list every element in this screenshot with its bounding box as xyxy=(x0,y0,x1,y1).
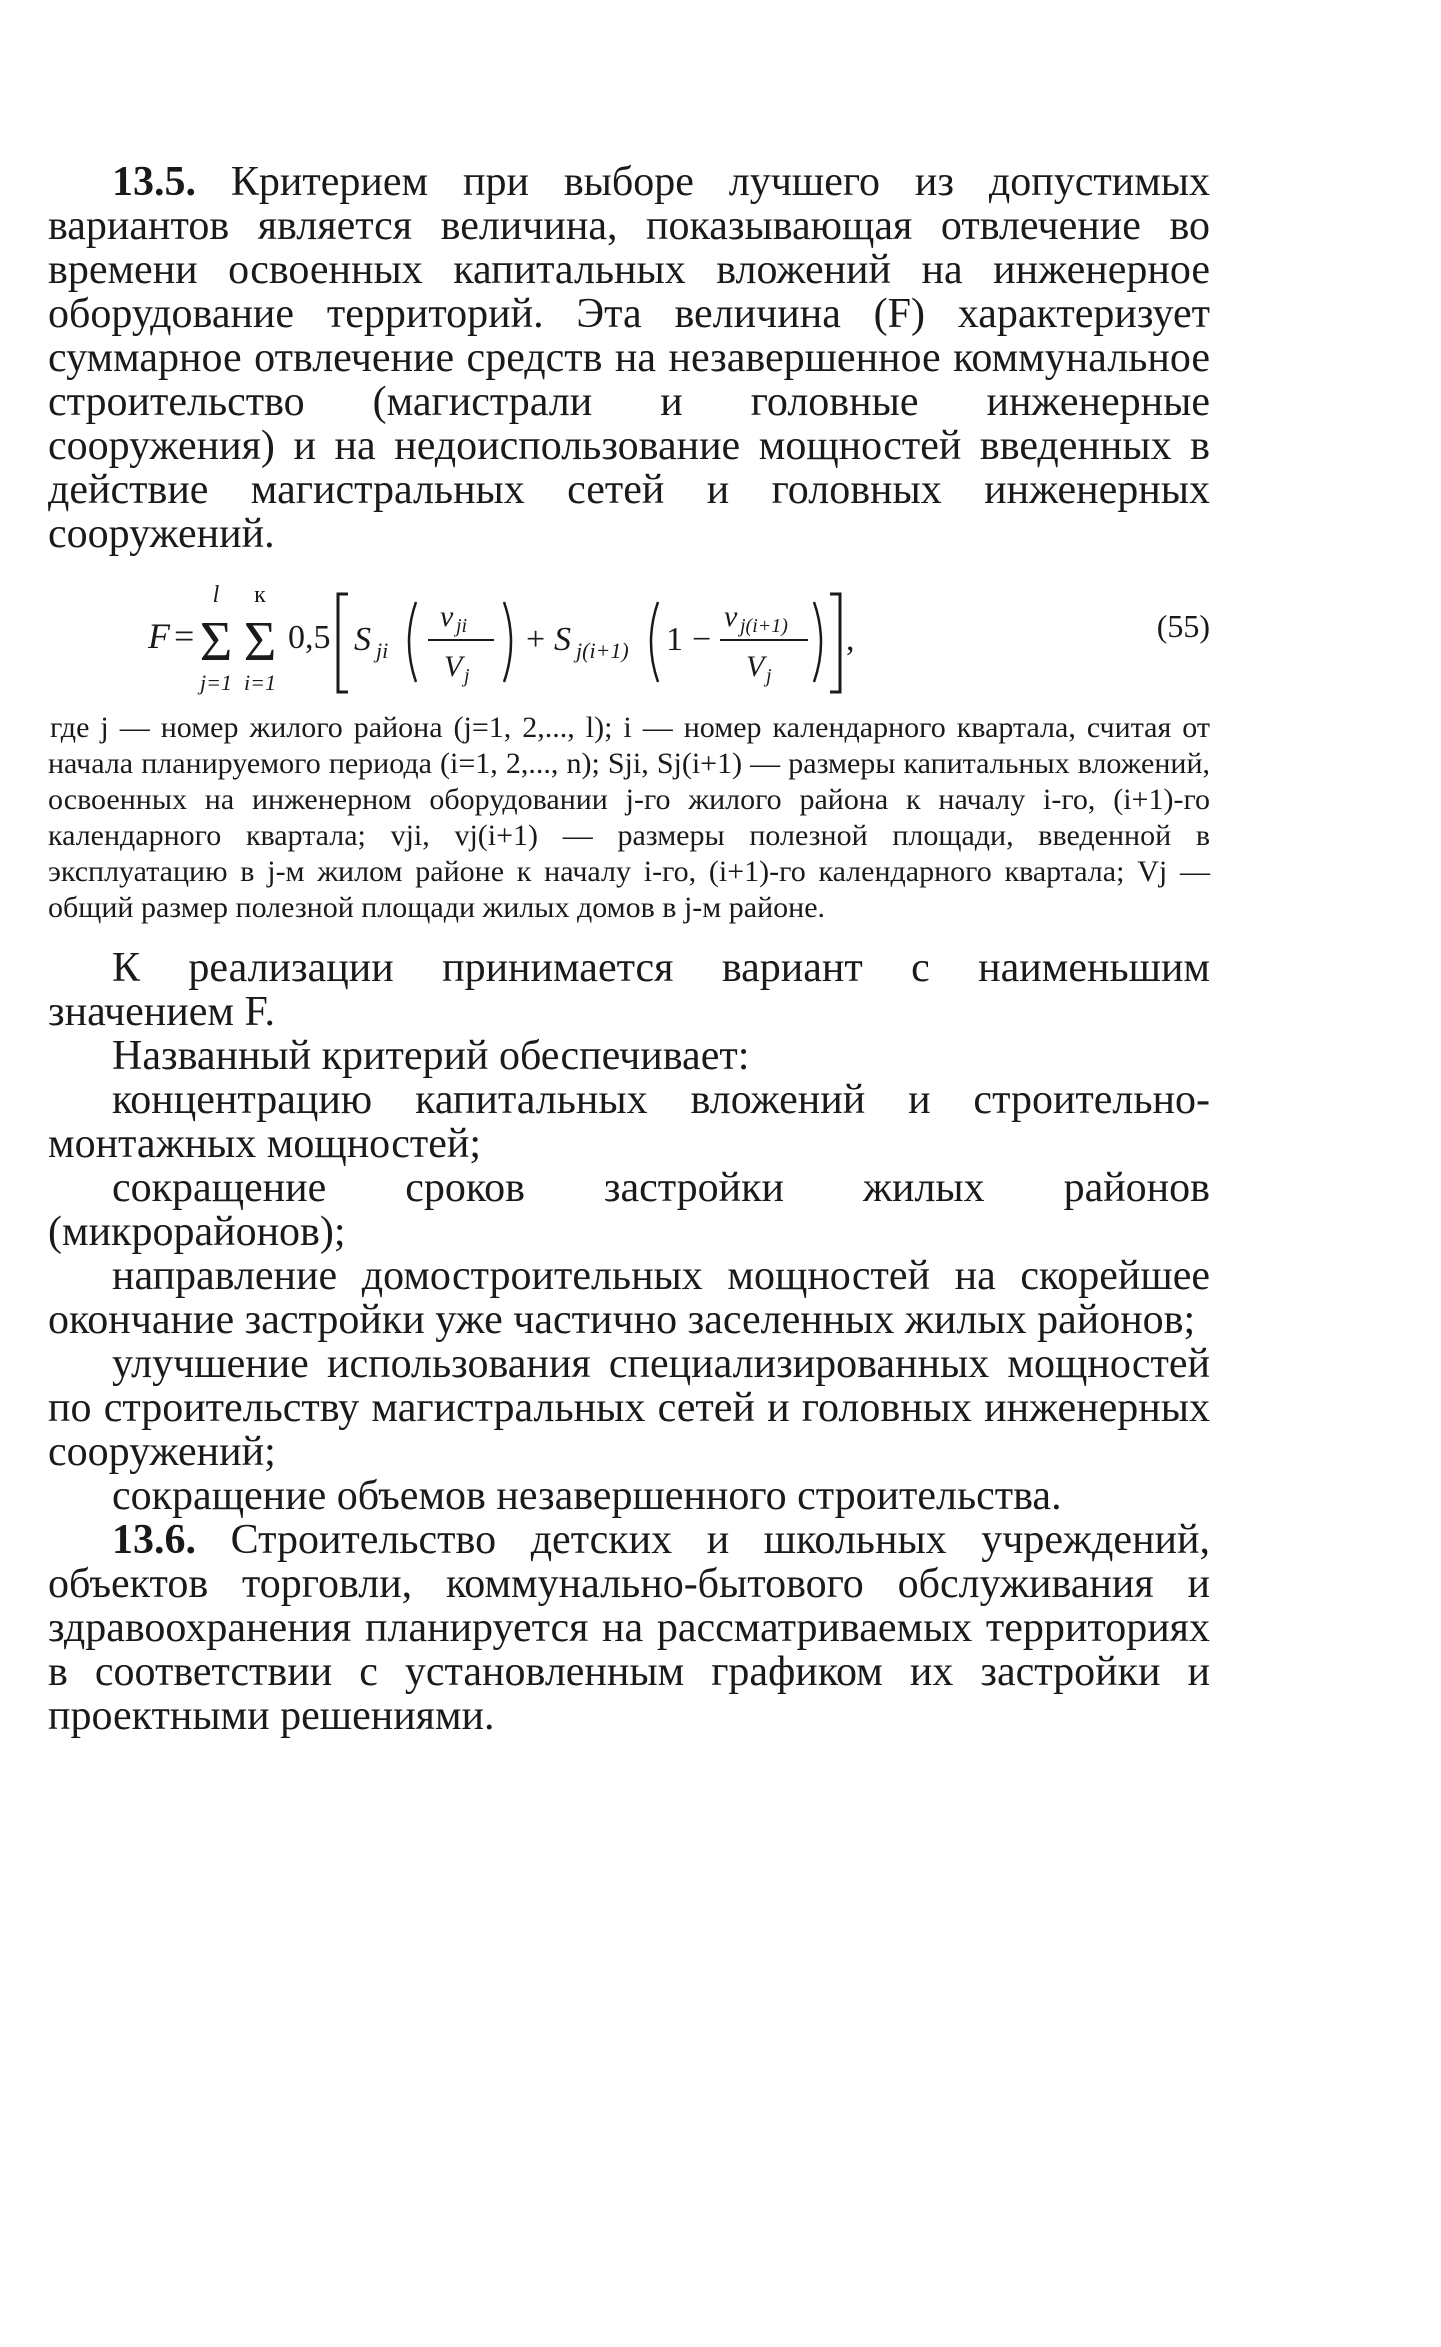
paren1-right xyxy=(504,602,511,682)
equation-number: (55) xyxy=(1156,608,1210,644)
sum2-upper-limit: к xyxy=(254,582,266,608)
frac1-numerator-subscript: ji xyxy=(456,615,468,637)
frac1-denominator: V xyxy=(444,650,463,683)
sum1-sigma: Σ xyxy=(199,611,233,673)
criterion-item: концентрацию капитальных вложений и строительно-монтажных мощностей; xyxy=(48,1077,1210,1167)
formula-equals: = xyxy=(174,616,195,656)
section-13-5-paragraph xyxy=(48,160,1210,556)
book-page xyxy=(48,160,1210,1738)
formula-one: 1 xyxy=(666,621,683,658)
frac1-numerator: v xyxy=(440,600,454,633)
formula-coefficient: 0,5 xyxy=(288,619,331,656)
frac2-numerator: v xyxy=(724,600,738,633)
frac2-denominator: V xyxy=(746,650,765,683)
criterion-item: направление домостроительных мощностей на скорейшее окончание застройки уже частично заселенных жилых районов; xyxy=(48,1253,1210,1343)
formula-comma: , xyxy=(846,621,855,658)
criterion-intro: Названный критерий обеспечивает: xyxy=(112,1033,750,1079)
paren2-right xyxy=(814,602,821,682)
right-square-bracket xyxy=(830,594,840,692)
section-13-5-number: 13.5. xyxy=(112,159,196,205)
formula-legend: где j — номер жилого района (j=1, 2,..., l); i — номер календарного квартала, считая от начала планируемого периода (i=1, 2,..., n); Sji, Sj(i+1) — размеры капитальных вложений, освоенных на инженерном оборудовании j-го жилого района к началу i-го, (i+1)-го календарного квартала; vji, vj(i+1) — размеры полезной площади, введенной в эксплуатацию в j-м жилом районе к началу i-го, (i+1)-го календарного квартала; Vj — общий размер полезной площади жилых домов в j-м районе. xyxy=(48,711,1210,924)
paren1-left xyxy=(409,602,416,682)
frac2-denominator-subscript: j xyxy=(766,665,772,687)
formula-lhs: F xyxy=(148,616,170,656)
criterion-item: сокращение объемов незавершенного строительства. xyxy=(112,1473,1062,1519)
section-13-6-text: Строительство детских и школьных учреждений, объектов торговли, коммунально-бытового обслуживания и здравоохранения планируется на рассматриваемых территориях в соответствии с установленным графиком их застройки и проектными решениями. xyxy=(48,1517,1210,1739)
criterion-item: улучшение использования специализированных мощностей по строительству магистральных сетей и головных инженерных сооружений; xyxy=(48,1341,1210,1475)
frac2-numerator-subscript: j(i+1) xyxy=(740,615,788,637)
term1-symbol: S xyxy=(354,621,371,658)
paren2-left xyxy=(651,602,658,682)
left-square-bracket xyxy=(338,594,348,692)
term2-subscript: j(i+1) xyxy=(576,638,629,663)
section-13-6-paragraph xyxy=(48,1518,1210,1738)
formula-55 xyxy=(48,568,1210,696)
term2-symbol: S xyxy=(554,621,571,658)
sum1-lower-limit: j=1 xyxy=(200,670,232,695)
section-13-6-number: 13.6. xyxy=(112,1517,196,1563)
accept-text: К реализации принимается вариант с наименьшим значением F. xyxy=(48,945,1210,1035)
formula-plus: + xyxy=(526,621,546,658)
frac1-denominator-subscript: j xyxy=(464,665,470,687)
term1-subscript: ji xyxy=(376,638,389,663)
formula-minus: − xyxy=(692,621,712,658)
sum2-sigma: Σ xyxy=(243,611,277,673)
criterion-item: сокращение сроков застройки жилых районов (микрорайонов); xyxy=(48,1165,1210,1255)
formula-graphic xyxy=(48,568,1210,696)
section-13-5-text: Критерием при выборе лучшего из допустимых вариантов является величина, показывающая отвлечение во времени освоенных капитальных вложений на инженерное оборудование территорий. Эта величина (F) характеризует суммарное отвлечение средств на незавершенное коммунальное строительство (магистрали и головные инженерные сооружения) и на недоиспользование мощностей введенных в действие магистральных сетей и головных инженерных сооружений. xyxy=(48,159,1211,557)
sum2-lower-limit: i=1 xyxy=(244,670,276,695)
sum1-upper-limit: l xyxy=(212,582,220,608)
